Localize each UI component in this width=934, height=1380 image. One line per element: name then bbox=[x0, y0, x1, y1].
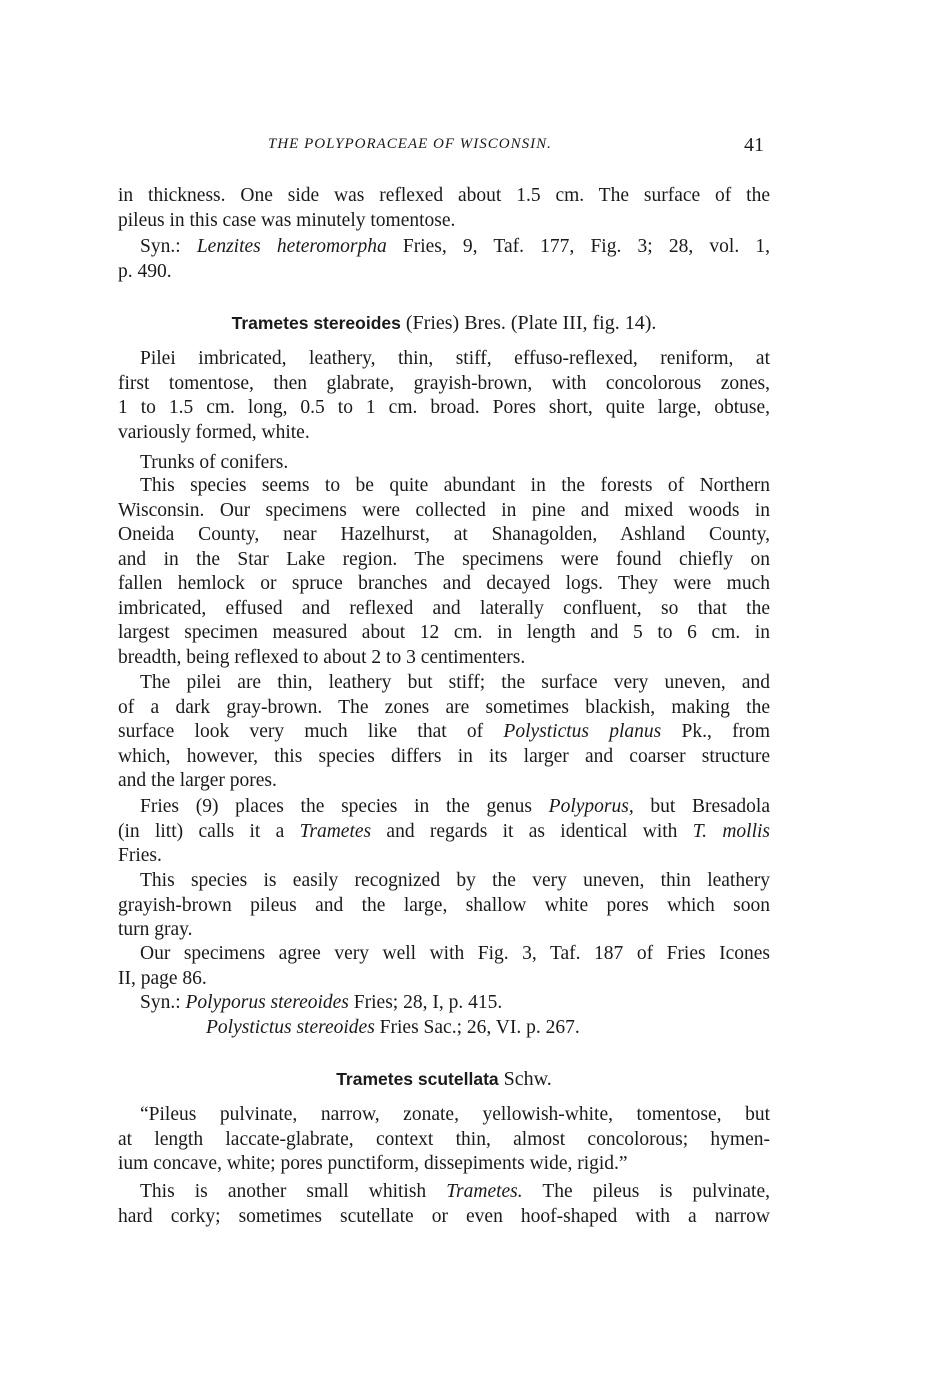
text-line: Pilei imbricated, leathery, thin, stiff, effuso-reflexed, reniform, at bbox=[140, 348, 770, 369]
classification-paragraph bbox=[118, 795, 770, 869]
text-line: imbricated, effused and reflexed and laterally confluent, so that the bbox=[118, 597, 770, 619]
habitat-paragraph bbox=[118, 451, 770, 476]
text-line: ium concave, white; pores punctiform, dissepiments wide, rigid.” bbox=[118, 1153, 628, 1174]
species-authority: (Fries) Bres. (Plate III, fig. 14). bbox=[400, 312, 657, 334]
text-line: largest specimen measured about 12 cm. in length and 5 to 6 cm. in bbox=[118, 622, 770, 643]
taxon-name: Polystictus stereoides bbox=[206, 1016, 375, 1038]
text-line: fallen hemlock or spruce branches and decayed logs. They were much bbox=[118, 573, 770, 594]
synonym-paragraph bbox=[118, 991, 770, 1040]
text-line: Oneida County, near Hazelhurst, at Shanagolden, Ashland County, bbox=[118, 524, 770, 545]
text-line: hard corky; sometimes scutellate or even hoof-shaped with a narrow bbox=[118, 1205, 770, 1227]
text-line: Wisconsin. Our specimens were collected in pine and mixed woods in bbox=[118, 499, 770, 521]
comparison-paragraph bbox=[118, 942, 770, 991]
taxon-name: Trametes bbox=[299, 820, 372, 842]
description-paragraph bbox=[118, 347, 770, 445]
text-line: of a dark gray-brown. The zones are sometimes blackish, making the bbox=[118, 696, 770, 718]
taxon-name: Polyporus stereoides bbox=[185, 992, 349, 1013]
syn-prefix: Syn.: bbox=[140, 992, 186, 1013]
species-heading bbox=[118, 1068, 770, 1091]
text-span: and regards it as identical with bbox=[371, 820, 693, 842]
text-line: turn gray. bbox=[118, 919, 193, 940]
taxon-name: Lenzites heteromorpha bbox=[196, 236, 387, 257]
text-line: The pilei are thin, leathery but stiff; the surface very uneven, and bbox=[140, 672, 770, 693]
taxon-name: Polystictus planus bbox=[503, 721, 662, 742]
discussion-paragraph bbox=[118, 1180, 770, 1229]
species-authority: Schw. bbox=[498, 1068, 552, 1090]
text-span: Fries (9) places the species in the genus bbox=[140, 796, 549, 817]
text-line: 1 to 1.5 cm. long, 0.5 to 1 cm. broad. Pores short, quite large, obtuse, bbox=[118, 397, 770, 418]
text-line: grayish-brown pileus and the large, shallow white pores which soon bbox=[118, 894, 770, 916]
syn-reference: Fries Sac.; 26, VI. p. 267. bbox=[374, 1016, 580, 1038]
text-line: and in the Star Lake region. The specimens were found chiefly on bbox=[118, 548, 770, 570]
text-span: but Bresadola bbox=[633, 796, 771, 817]
taxon-name: Polyporus, bbox=[548, 796, 634, 817]
text-line: This species seems to be quite abundant in the forests of Northern bbox=[140, 475, 770, 496]
taxon-name: T. mollis bbox=[692, 820, 770, 842]
synonym-paragraph bbox=[118, 235, 770, 284]
text-line: pileus in this case was minutely tomentose. bbox=[118, 209, 456, 231]
text-line bbox=[118, 991, 770, 1016]
text-line: in thickness. One side was reflexed about 1.5 cm. The surface of the bbox=[118, 185, 770, 206]
text-line bbox=[118, 720, 770, 745]
text-line: “Pileus pulvinate, narrow, zonate, yellowish-white, tomentose, but bbox=[140, 1104, 770, 1125]
text-line: p. 490. bbox=[118, 260, 172, 282]
species-name: Trametes scutellata bbox=[336, 1069, 499, 1089]
taxon-name: Trametes. bbox=[446, 1181, 523, 1202]
pileus-paragraph bbox=[118, 671, 770, 794]
syn-reference: Fries; 28, I, p. 415. bbox=[348, 992, 503, 1013]
text-span: surface look very much like that of bbox=[118, 721, 504, 742]
quoted-description bbox=[118, 1103, 770, 1177]
text-line: Fries. bbox=[118, 845, 162, 866]
text-line bbox=[118, 1180, 770, 1205]
text-line: variously formed, white. bbox=[118, 421, 310, 443]
text-line: which, however, this species differs in its larger and coarser structure bbox=[118, 745, 770, 767]
text-line bbox=[118, 820, 770, 845]
page-number: 41 bbox=[744, 134, 764, 156]
text-line bbox=[118, 235, 770, 260]
text-line bbox=[118, 1016, 770, 1041]
text-line: Trunks of conifers. bbox=[140, 452, 289, 473]
text-span: This is another small whitish bbox=[140, 1181, 447, 1202]
recognition-paragraph bbox=[118, 869, 770, 943]
syn-prefix: Syn.: bbox=[140, 236, 197, 257]
text-line: This species is easily recognized by the very uneven, thin leathery bbox=[140, 870, 770, 891]
text-line: at length laccate-glabrate, context thin, almost concolorous; hymen- bbox=[118, 1128, 770, 1150]
syn-reference: Fries, 9, Taf. 177, Fig. 3; 28, vol. 1, bbox=[386, 236, 771, 257]
continuation-paragraph bbox=[118, 184, 770, 233]
species-name: Trametes stereoides bbox=[231, 313, 401, 333]
text-line: breadth, being reflexed to about 2 to 3 centimenters. bbox=[118, 646, 526, 668]
text-line: II, page 86. bbox=[118, 967, 207, 989]
running-title: THE POLYPORACEAE OF WISCONSIN. bbox=[268, 136, 552, 152]
species-heading bbox=[118, 312, 770, 335]
text-span: The pileus is pulvinate, bbox=[522, 1181, 770, 1202]
text-line bbox=[118, 795, 770, 820]
text-line: and the larger pores. bbox=[118, 770, 277, 791]
distribution-paragraph bbox=[118, 474, 770, 670]
text-line: Our specimens agree very well with Fig. 3, Taf. 187 of Fries Icones bbox=[140, 943, 770, 964]
text-span: (in litt) calls it a bbox=[118, 820, 300, 842]
text-line: first tomentose, then glabrate, grayish-brown, with concolorous zones, bbox=[118, 372, 770, 394]
text-span: Pk., from bbox=[661, 721, 771, 742]
